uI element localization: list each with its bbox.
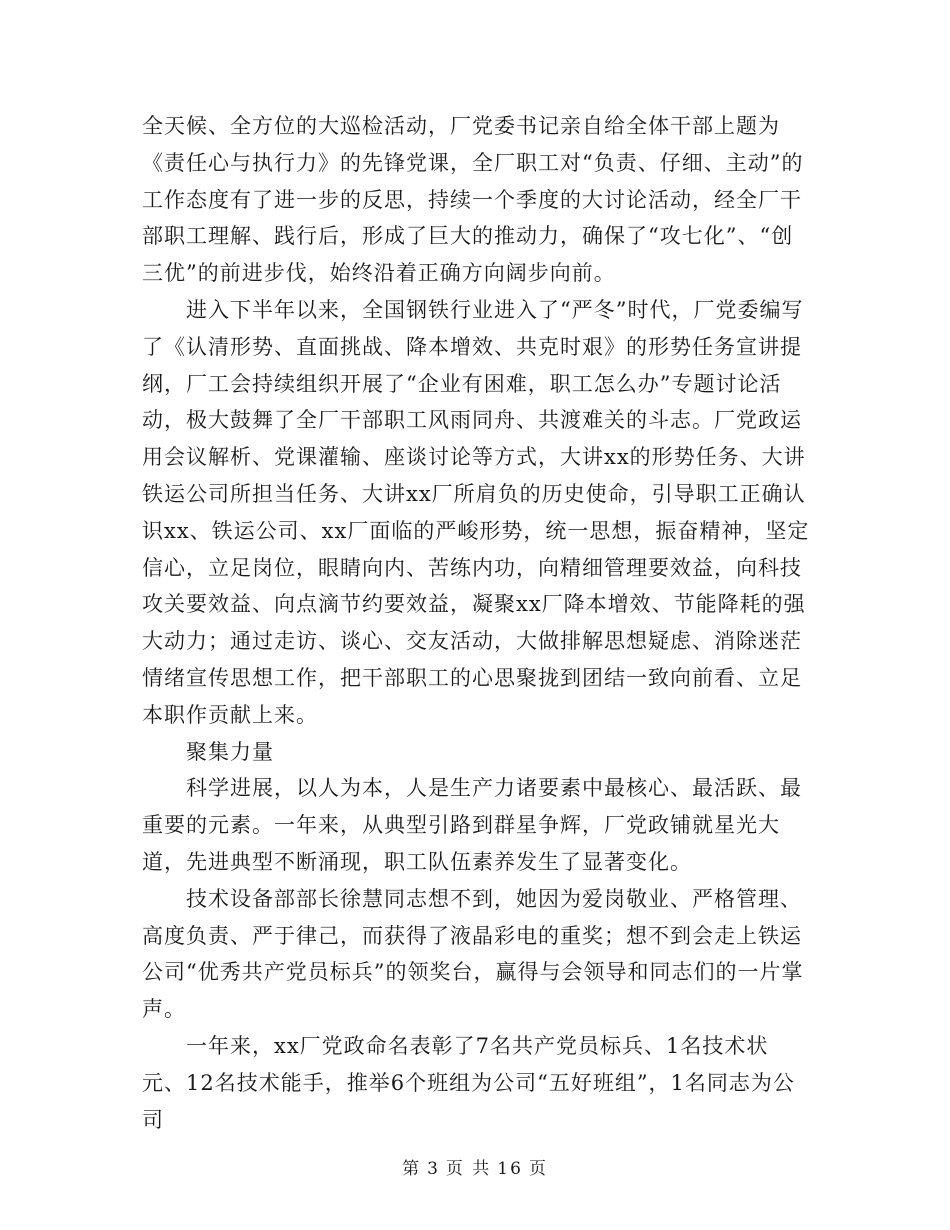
footer-prefix: 第 (402, 1159, 422, 1179)
footer-suffix: 页 (528, 1159, 548, 1179)
page-footer (0, 1154, 950, 1179)
footer-middle: 页 共 (445, 1159, 492, 1179)
paragraph: 科学进展，以人为本，人是生产力诸要素中最核心、最活跃、最重要的元素。一年来，从典型引路到群星争辉，厂党政铺就星光大道，先进典型不断涌现，职工队伍素养发生了显著变化。 (142, 776, 802, 874)
current-page-number: 3 (427, 1159, 440, 1179)
section-heading: 聚集力量 (186, 739, 274, 764)
paragraph: 技术设备部部长徐慧同志想不到，她因为爱岗敬业、严格管理、高度负责、严于律己，而获得了液晶彩电的重奖；想不到会走上铁运公司“优秀共产党员标兵”的领奖台，赢得与会领导和同志们的一片掌声。 (142, 886, 804, 1022)
paragraph: 一年来，xx厂党政命名表彰了7名共产党员标兵、1名技术状元、12名技术能手，推举6个班组为公司“五好班组”，1名同志为公司 (142, 1033, 795, 1132)
paragraph: 进入下半年以来，全国钢铁行业进入了“严冬”时代，厂党委编写了《认清形势、直面挑战、降本增效、共克时艰》的形势任务宣讲提纲，厂工会持续组织开展了“企业有困难，职工怎么办”专题讨论活动，极大鼓舞了全厂干部职工风雨同舟、共渡难关的斗志。厂党政运用会议解析、党课灌输、座谈讨论等方式，大讲xx的形势任务、大讲铁运公司所担当任务、大讲xx厂所肩负的历史使命，引导职工正确认识xx、铁运公司、xx厂面临的严峻形势，统一思想，振奋精神，坚定信心，立足岗位，眼睛向内、苦练内功，向精细管理要效益，向科技攻关要效益、向点滴节约要效益，凝聚xx厂降本增效、节能降耗的强大动力；通过走访、谈心、交友活动，大做排解思想疑虑、消除迷茫情绪宣传思想工作，把干部职工的心思聚拢到团结一致向前看、立足本职作贡献上来。 (142, 297, 810, 727)
paragraph-continuation: 全天候、全方位的大巡检活动，厂党委书记亲自给全体干部上题为《责任心与执行力》的先锋党课，全厂职工对“负责、仔细、主动”的工作态度有了进一步的反思，持续一个季度的大讨论活动，经全厂干部职工理解、践行后，形成了巨大的推动力，确保了“攻七化”、“创三优”的前进步伐，始终沿着正确方向阔步向前。 (142, 114, 804, 286)
document-body (142, 108, 810, 1138)
total-pages-number: 16 (497, 1159, 523, 1179)
